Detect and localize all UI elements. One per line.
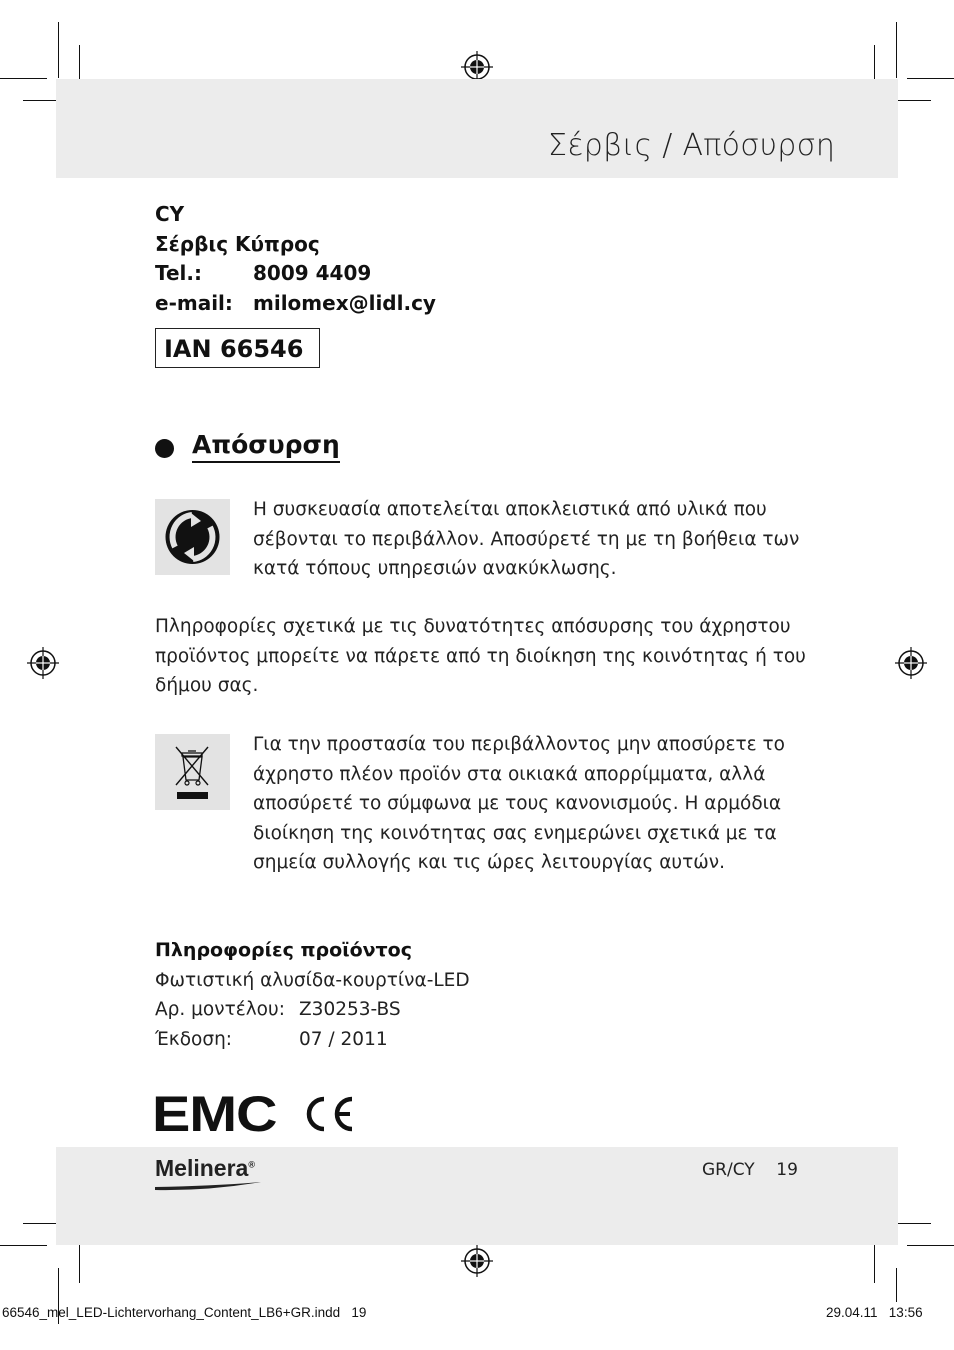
product-info-title: Πληροφορίες προϊόντος (155, 939, 413, 961)
version-row (155, 1025, 470, 1055)
weee-disposal-text: Για την προστασία του περιβάλλοντος μην αποσύρετε το άχρηστο πλέον προϊόν στα οικιακά απορρίμματα, αλλά αποσύρετέ το σύμφωνα με τους κανονισμούς. Η αρμόδια διοίκηση της κοινότητας σας ενημερώνει σχετικά με τα σημεία συλλογής και τις ώρες λειτουργίας αυτών. (253, 734, 785, 873)
crop-mark (0, 78, 47, 79)
crop-mark (896, 22, 897, 78)
registration-mark-icon (26, 646, 60, 680)
crop-mark (896, 1268, 897, 1302)
tel-value: 8009 4409 (253, 261, 372, 285)
crop-mark (874, 1245, 875, 1283)
brand-swoosh-icon (155, 1180, 263, 1192)
service-name: Σέρβις Κύπρος (155, 231, 320, 256)
tel-label: Tel.: (155, 261, 203, 285)
model-label: Αρ. μοντέλου: (155, 999, 285, 1020)
page-language: GR/CY (702, 1160, 755, 1180)
page-title: Σέρβις / Απόσυρση (548, 128, 836, 163)
section-title: Απόσυρση (192, 430, 340, 463)
print-file-info: 66546_mel_LED-Lichtervorhang_Content_LB6+GR.indd 19 (2, 1305, 367, 1320)
page-info (702, 1160, 798, 1180)
ian-box: IAN 66546 (155, 328, 320, 368)
country-code: CY (155, 202, 185, 226)
green-dot-icon-box (155, 499, 230, 575)
crossed-bin-icon-box (155, 734, 230, 810)
registration-mark-icon (460, 1244, 494, 1278)
crop-mark (58, 22, 59, 78)
email-value: milomex@lidl.cy (253, 290, 436, 315)
email-row (155, 289, 436, 319)
green-dot-icon (155, 499, 230, 575)
product-info (155, 936, 470, 1054)
page-number: 19 (776, 1160, 798, 1180)
version-value: 07 / 2011 (299, 1028, 388, 1050)
print-datetime: 29.04.11 13:56 (826, 1305, 923, 1320)
service-contact (155, 200, 436, 318)
ce-mark-icon (300, 1094, 356, 1134)
section-bullet (155, 439, 174, 458)
brand-name: Melinera (155, 1155, 249, 1181)
version-label: Έκδοση: (155, 1028, 233, 1050)
emc-mark: EMC (152, 1086, 277, 1142)
disposal-info-text: Πληροφορίες σχετικά με τις δυνατότητες απόσυρσης του άχρηστου προϊόντος μπορείτε να πάρετε από τη διοίκηση της κοινότητας ή του δήμου σας. (155, 616, 806, 696)
model-value: Z30253-BS (299, 999, 401, 1020)
email-label: e-mail: (155, 290, 233, 315)
tel-row (155, 259, 436, 289)
brand-registered: ® (248, 1159, 255, 1170)
crop-mark (907, 1245, 954, 1246)
registration-mark-icon (894, 646, 928, 680)
model-row (155, 995, 470, 1025)
brand-logo (155, 1155, 255, 1182)
product-name: Φωτιστική αλυσίδα-κουρτίνα-LED (155, 969, 470, 991)
packaging-disposal-text: Η συσκευασία αποτελείται αποκλειστικά από υλικά που σέβονται το περιβάλλον. Αποσύρετέ τη με τη βοήθεια των κατά τόπους υπηρεσιών ανακύκλωσης. (253, 499, 800, 579)
crossed-bin-icon (155, 734, 230, 810)
crop-mark (0, 1245, 47, 1246)
crop-mark (79, 1245, 80, 1283)
crop-mark (907, 78, 954, 79)
